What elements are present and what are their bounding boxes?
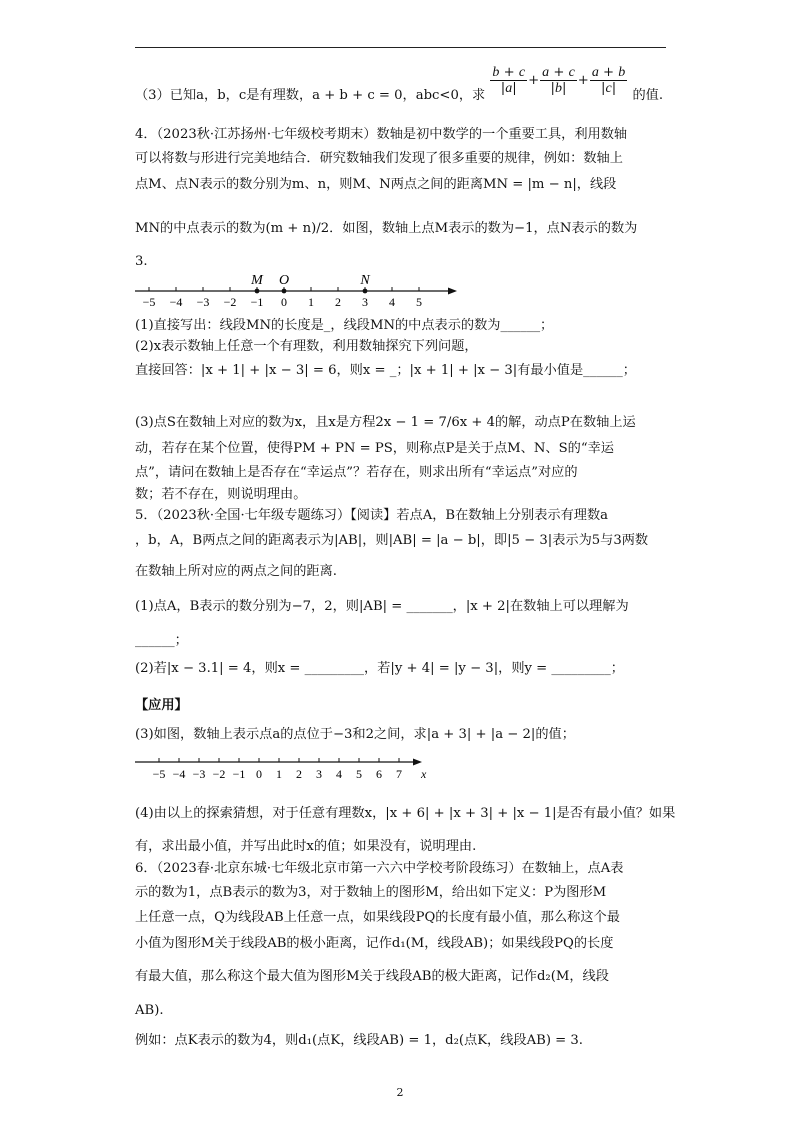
p4-q3c: 点”，请问在数轴上是否存在“幸运点”？若存在，则求出所有“幸运点”对应的 [135,465,578,480]
p5-q4b: 有，求出最小值，并写出此时x的值；如果没有，说明理由. [135,839,477,854]
p4-q1: (1)直接写出：线段MN的长度是_，线段MN的中点表示的数为______； [135,318,554,333]
p6-line-4: 小值为图形M关于线段AB的极小距离，记作d₁(M，线段AB)；如果线段PQ的长度 [135,936,614,951]
p4-q2b: 直接回答：|x + 1| + |x − 3| = 6，则x = _；|x + 1| + |x − 3|有最小值是______； [135,363,636,378]
axis2-tick-label: −4 [172,767,186,781]
axis1-point-N [363,289,368,294]
p4-q3a: (3)点S在数轴上对应的数为x，且x是方程2x − 1 = 7/6x + 4的解，动点P在数轴上运 [135,415,636,430]
p4-line-1: 4．（2023秋·江苏扬州·七年级校考期末）数轴是初中数学的一个重要工具，利用数轴 [135,127,628,142]
axis2-tick-label: −1 [232,767,246,781]
q3-expression: $\frac{b + c}{|a|}$ + $\frac{a + c}{|b|}$ + $\frac{a + b}{|c|}$ [492,64,626,96]
axis1-tick-label: −1 [250,295,264,308]
axis2-tick-label: −3 [192,767,206,781]
p5-q2: (2)若|x − 3.1| = 4，则x = _________，若|y + 4| = |y − 3|，则y = _________； [135,661,624,676]
axis1-point-label-O: O [278,273,290,288]
axis2-tick-label: 4 [336,767,342,781]
axis1-tick-label: 2 [335,295,341,308]
axis1-point-label-M: M [251,273,263,288]
axis1-tick-label: 5 [416,295,422,308]
p5-q3: (3)如图，数轴上表示点a的点位于−3和2之间，求|a + 3| + |a − 2|的值； [135,727,575,742]
p6-line-2: 示的数为1，点B表示的数为3，对于数轴上的图形M，给出如下定义：P为图形M [135,885,607,900]
header-rule [135,47,666,48]
number-line-2 [135,752,435,784]
axis1-point-O [282,289,287,294]
axis1-tick-label: −2 [223,295,237,308]
axis2-tick-label: 2 [296,767,302,781]
p4-q2a: (2)x表示数轴上任意一个有理数，利用数轴探究下列问题， [135,339,478,354]
axis1-tick-label: 4 [389,295,395,308]
p6-line-3: 上任意一点，Q为线段AB上任意一点，如果线段PQ的长度有最小值，那么称这个最 [135,910,620,925]
p5-line-3: 在数轴上所对应的两点之间的距离. [135,564,338,579]
axis2-tick-label: 5 [356,767,362,781]
q3-end: 的值. [632,88,664,103]
p4-line-3: 点M、点N表示的数分别为m、n，则M、N两点之间的距离MN = |m − n|，线段 [135,177,617,192]
axis1-tick-label: −5 [142,295,156,308]
axis2-tick-label: −5 [152,767,166,781]
p5-q1a: (1)点A，B表示的数分别为−7，2，则|AB| = _______，|x + 2|在数轴上可以理解为 [135,599,629,614]
p5-line-2: ，b，A，B两点之间的距离表示为|AB|，则|AB| = |a − b|，即|5 − 3|表示为5与3两数 [135,533,649,548]
axis1-tick-label: −4 [169,295,183,308]
q3-intro: （3）已知a，b，c是有理数，a + b + c = 0，abc<0，求 [135,88,486,103]
axis2-tick-label: 6 [376,767,382,781]
p4-line-2: 可以将数与形进行完美地结合．研究数轴我们发现了很多重要的规律，例如：数轴上 [135,151,623,166]
p4-line-4: MN的中点表示的数为(m + n)/2．如图，数轴上点M表示的数为−1，点N表示的数为 [135,221,638,236]
p5-line-1: 5．（2023秋·全国·七年级专题练习）【阅读】若点A，B在数轴上分别表示有理数a [135,508,609,523]
axis1-tick-label: −3 [196,295,210,308]
p5-apply-heading: 【应用】 [135,698,188,713]
page-number: 2 [396,1086,404,1099]
p6-line-5: 有最大值，那么称这个最大值为图形M关于线段AB的极大距离，记作d₂(M，线段 [135,969,609,984]
axis2-tick-label: 0 [256,767,262,781]
p4-q3b: 动，若存在某个位置，使得PM + PN = PS，则称点P是关于点M、N、S的“幸运 [135,441,614,456]
number-line-1 [135,266,465,308]
axis1-tick-label: 3 [362,295,368,308]
axis1-point-label-N: N [360,273,370,288]
p5-q4a: (4)由以上的探索猜想，对于任意有理数x，|x + 6| + |x + 3| + |x − 1|是否有最小值？如果 [135,806,676,821]
p6-line-6: AB). [135,1003,164,1018]
p4-q3d: 数；若不存在，则说明理由。 [135,487,307,502]
axis1-tick-label: 0 [281,295,287,308]
p6-line-1: 6．（2023春·北京东城·七年级北京市第一六六中学校考阶段练习）在数轴上，点A表 [135,861,624,876]
axis1-point-M [255,289,260,294]
axis2-tick-label: 1 [276,767,282,781]
p5-q1b: ______； [135,633,188,648]
p6-line-7: 例如：点K表示的数为4，则d₁(点K，线段AB) = 1，d₂(点K，线段AB) = 3. [135,1033,583,1048]
axis2-tick-label: 3 [316,767,322,781]
q3-line [135,64,664,106]
axis1-tick-label: 1 [308,295,314,308]
axis2-tick-label: 7 [396,767,402,781]
axis2-variable-label: x [421,767,427,781]
axis2-tick-label: −2 [212,767,226,781]
p4-line-5: 3. [135,254,148,269]
